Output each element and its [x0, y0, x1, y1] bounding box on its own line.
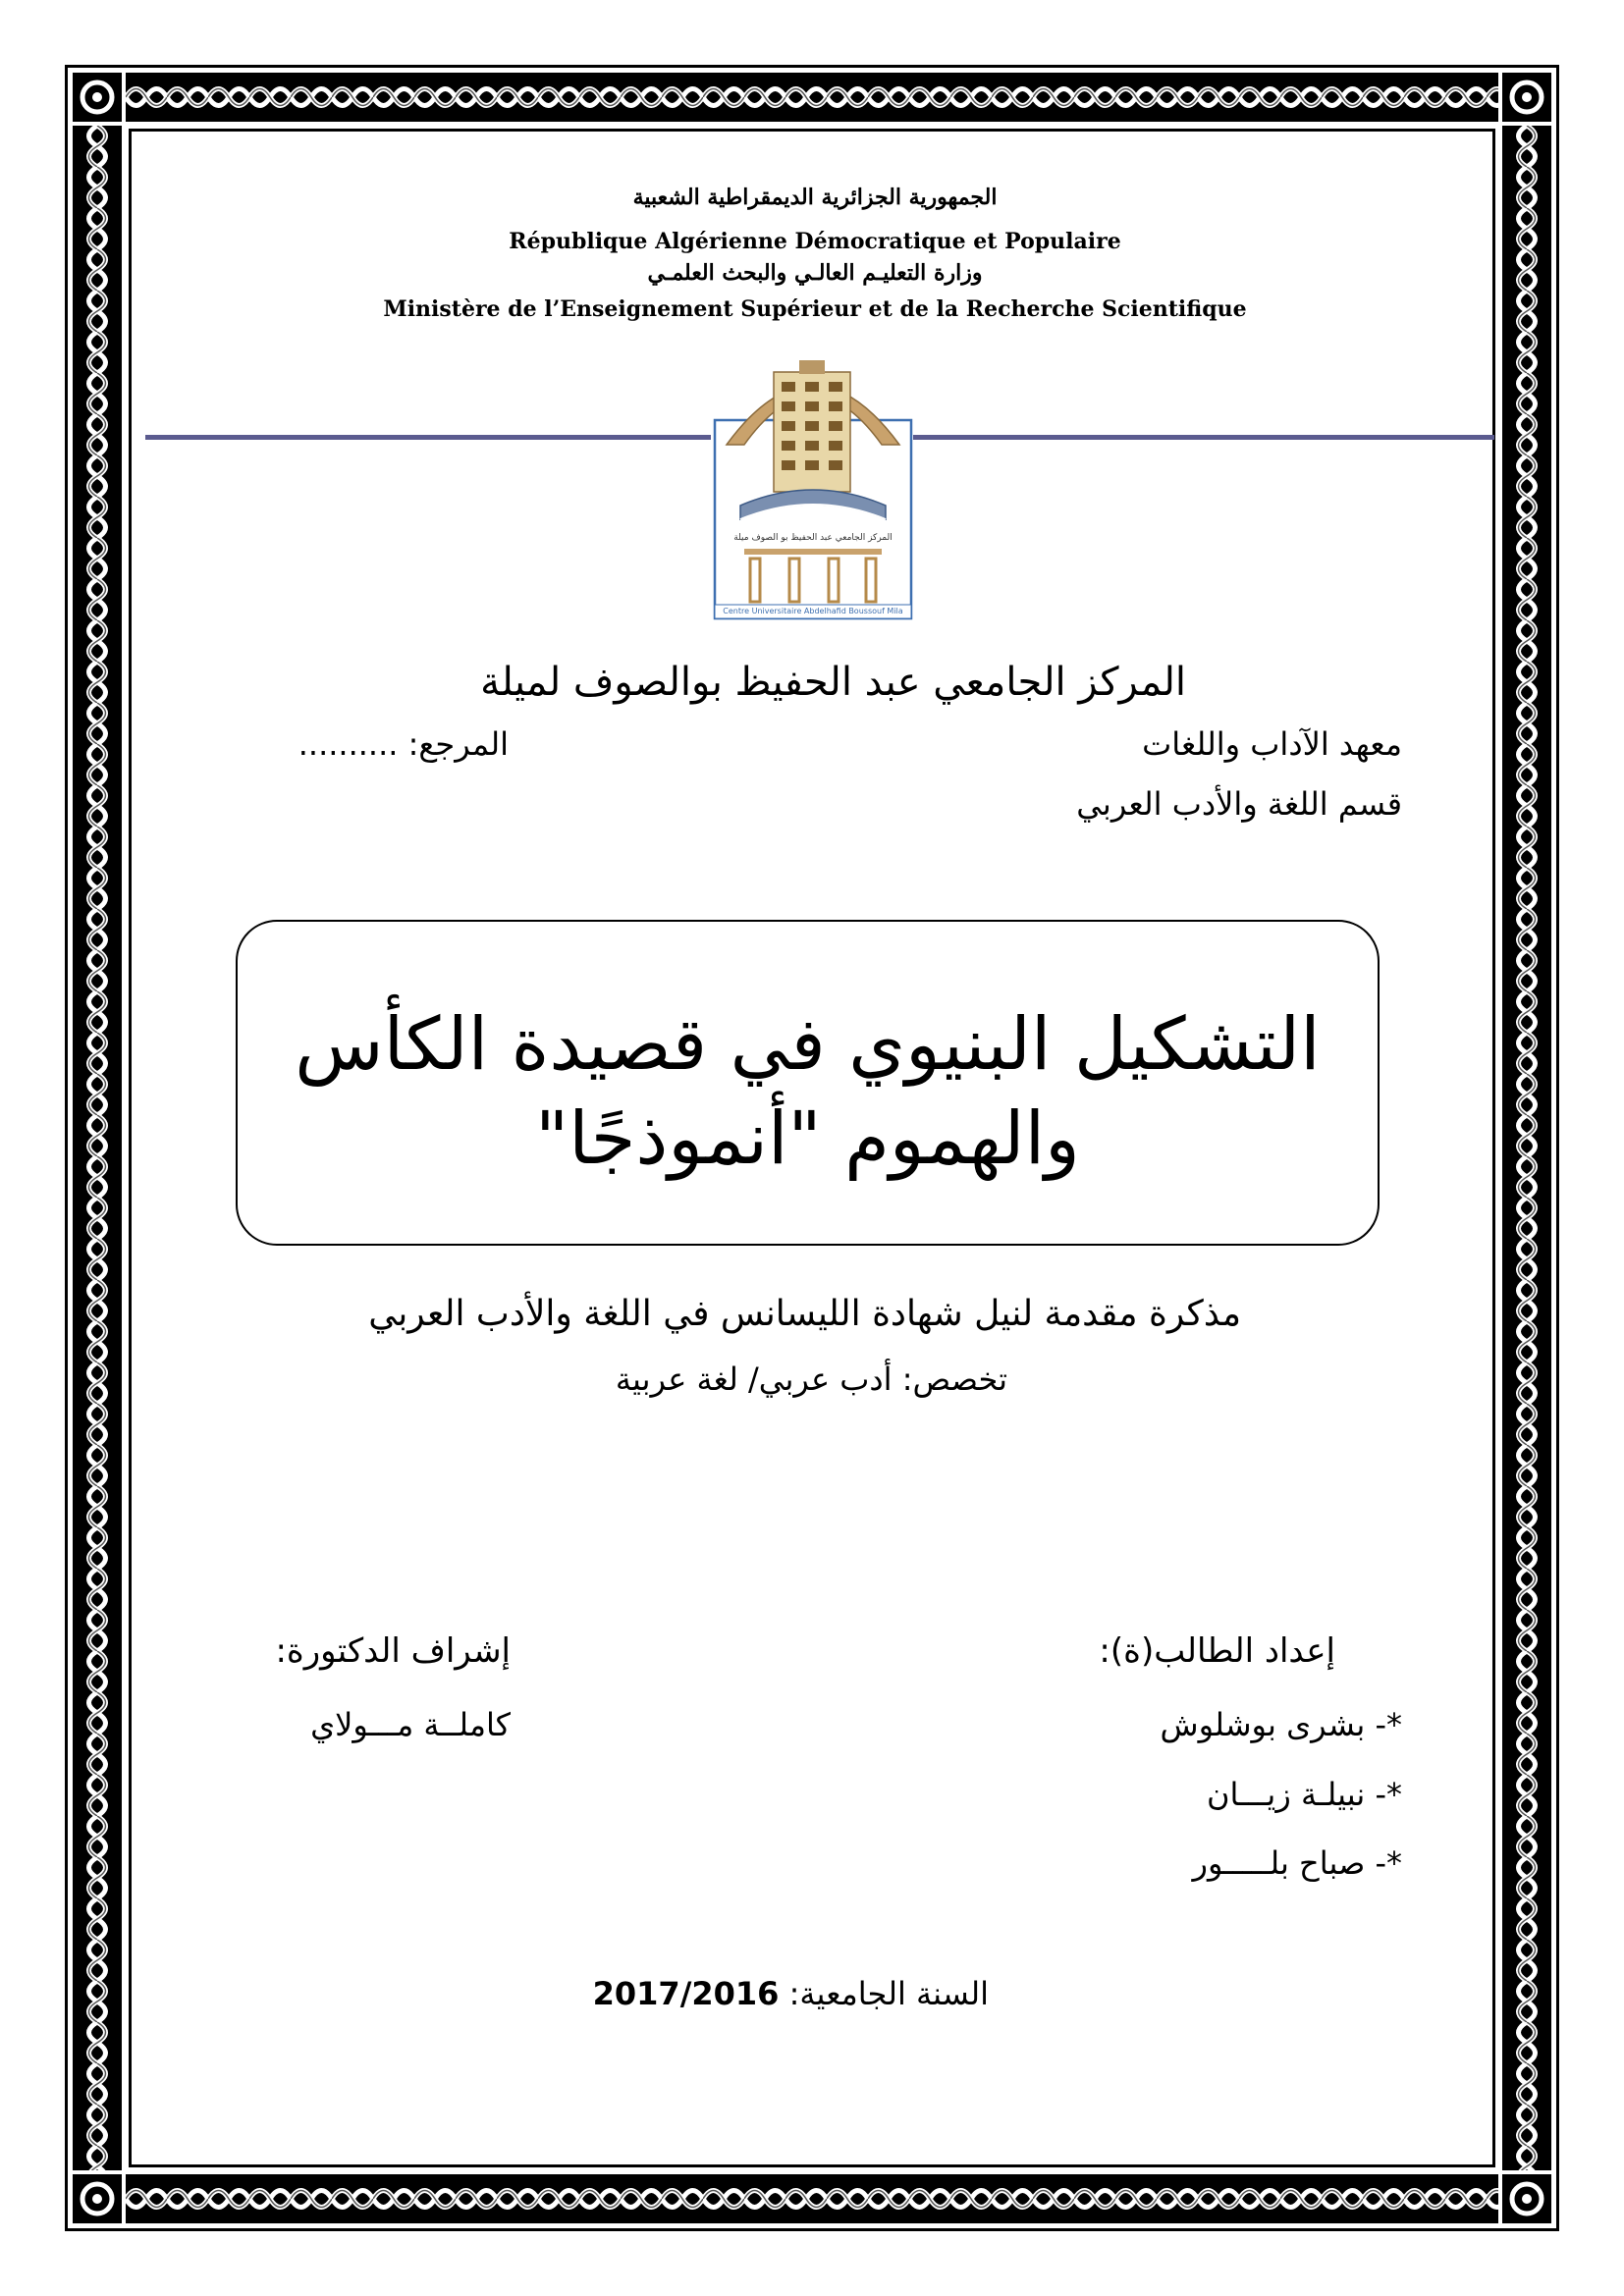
border-band-bottom: [126, 2174, 1498, 2223]
student-name-1: *- بشرى بوشلوش: [1160, 1706, 1402, 1743]
republic-name-ar: الجمهورية الجزائرية الديمقراطية الشعبية: [632, 185, 998, 210]
academic-year-value: 2017/2016: [592, 1975, 780, 2012]
memo-description: مذكرة مقدمة لنيل شهادة الليسانس في اللغة والأدب العربي: [368, 1294, 1241, 1334]
corner-ornament-bottom-left: [73, 2174, 122, 2223]
border-band-top: [126, 73, 1498, 122]
academic-year-label: السنة الجامعية:: [788, 1975, 989, 2012]
header-rule-right: [913, 435, 1494, 440]
supervisor-name: كاملــة مـــولاي: [310, 1706, 511, 1743]
logo-caption-ar: المركز الجامعي عبد الحفيظ بو الصوف ميلة: [733, 533, 893, 543]
corner-ornament-top-left: [73, 73, 122, 122]
border-band-right: [1502, 126, 1551, 2170]
reference-number: المرجع: ..........: [298, 725, 509, 763]
university-building-logo: [713, 327, 913, 620]
corner-ornament-top-right: [1502, 73, 1551, 122]
republic-name-fr: République Algérienne Démocratique et Populaire: [509, 229, 1121, 254]
thesis-title-box: [236, 920, 1380, 1246]
department-name: قسم اللغة والأدب العربي: [1076, 785, 1402, 823]
border-band-left: [73, 126, 122, 2170]
student-name-3: *- صباح بلـــــور: [1192, 1844, 1402, 1882]
ministry-name-fr: Ministère de l’Enseignement Supérieur et de la Recherche Scientifique: [383, 296, 1247, 322]
student-name-2: *- نبيلـة زيـــان: [1207, 1776, 1402, 1813]
thesis-title-line-1: التشكيل البنيوي في قصيدة الكأس: [295, 1002, 1321, 1087]
thesis-title-line-2: والهموم "أنموذجًا": [535, 1096, 1080, 1181]
students-heading: إعداد الطالب(ة):: [1099, 1631, 1335, 1671]
logo-caption-fr: Centre Universitaire Abdelhafid Boussouf Mila: [723, 607, 903, 615]
institute-name: معهد الآداب واللغات: [1142, 725, 1402, 763]
header-rule-left: [145, 435, 711, 440]
university-logo: [713, 327, 913, 620]
academic-year: [593, 1975, 989, 2012]
ministry-name-ar: وزارة التعليـم العالـي والبحث العلمـي: [647, 260, 983, 286]
institution-name: المركز الجامعي عبد الحفيظ بوالصوف لميلة: [480, 660, 1186, 705]
specialty: تخصص: أدب عربي/ لغة عربية: [615, 1361, 1007, 1398]
corner-ornament-bottom-right: [1502, 2174, 1551, 2223]
supervisor-heading: إشراف الدكتورة:: [275, 1631, 511, 1671]
